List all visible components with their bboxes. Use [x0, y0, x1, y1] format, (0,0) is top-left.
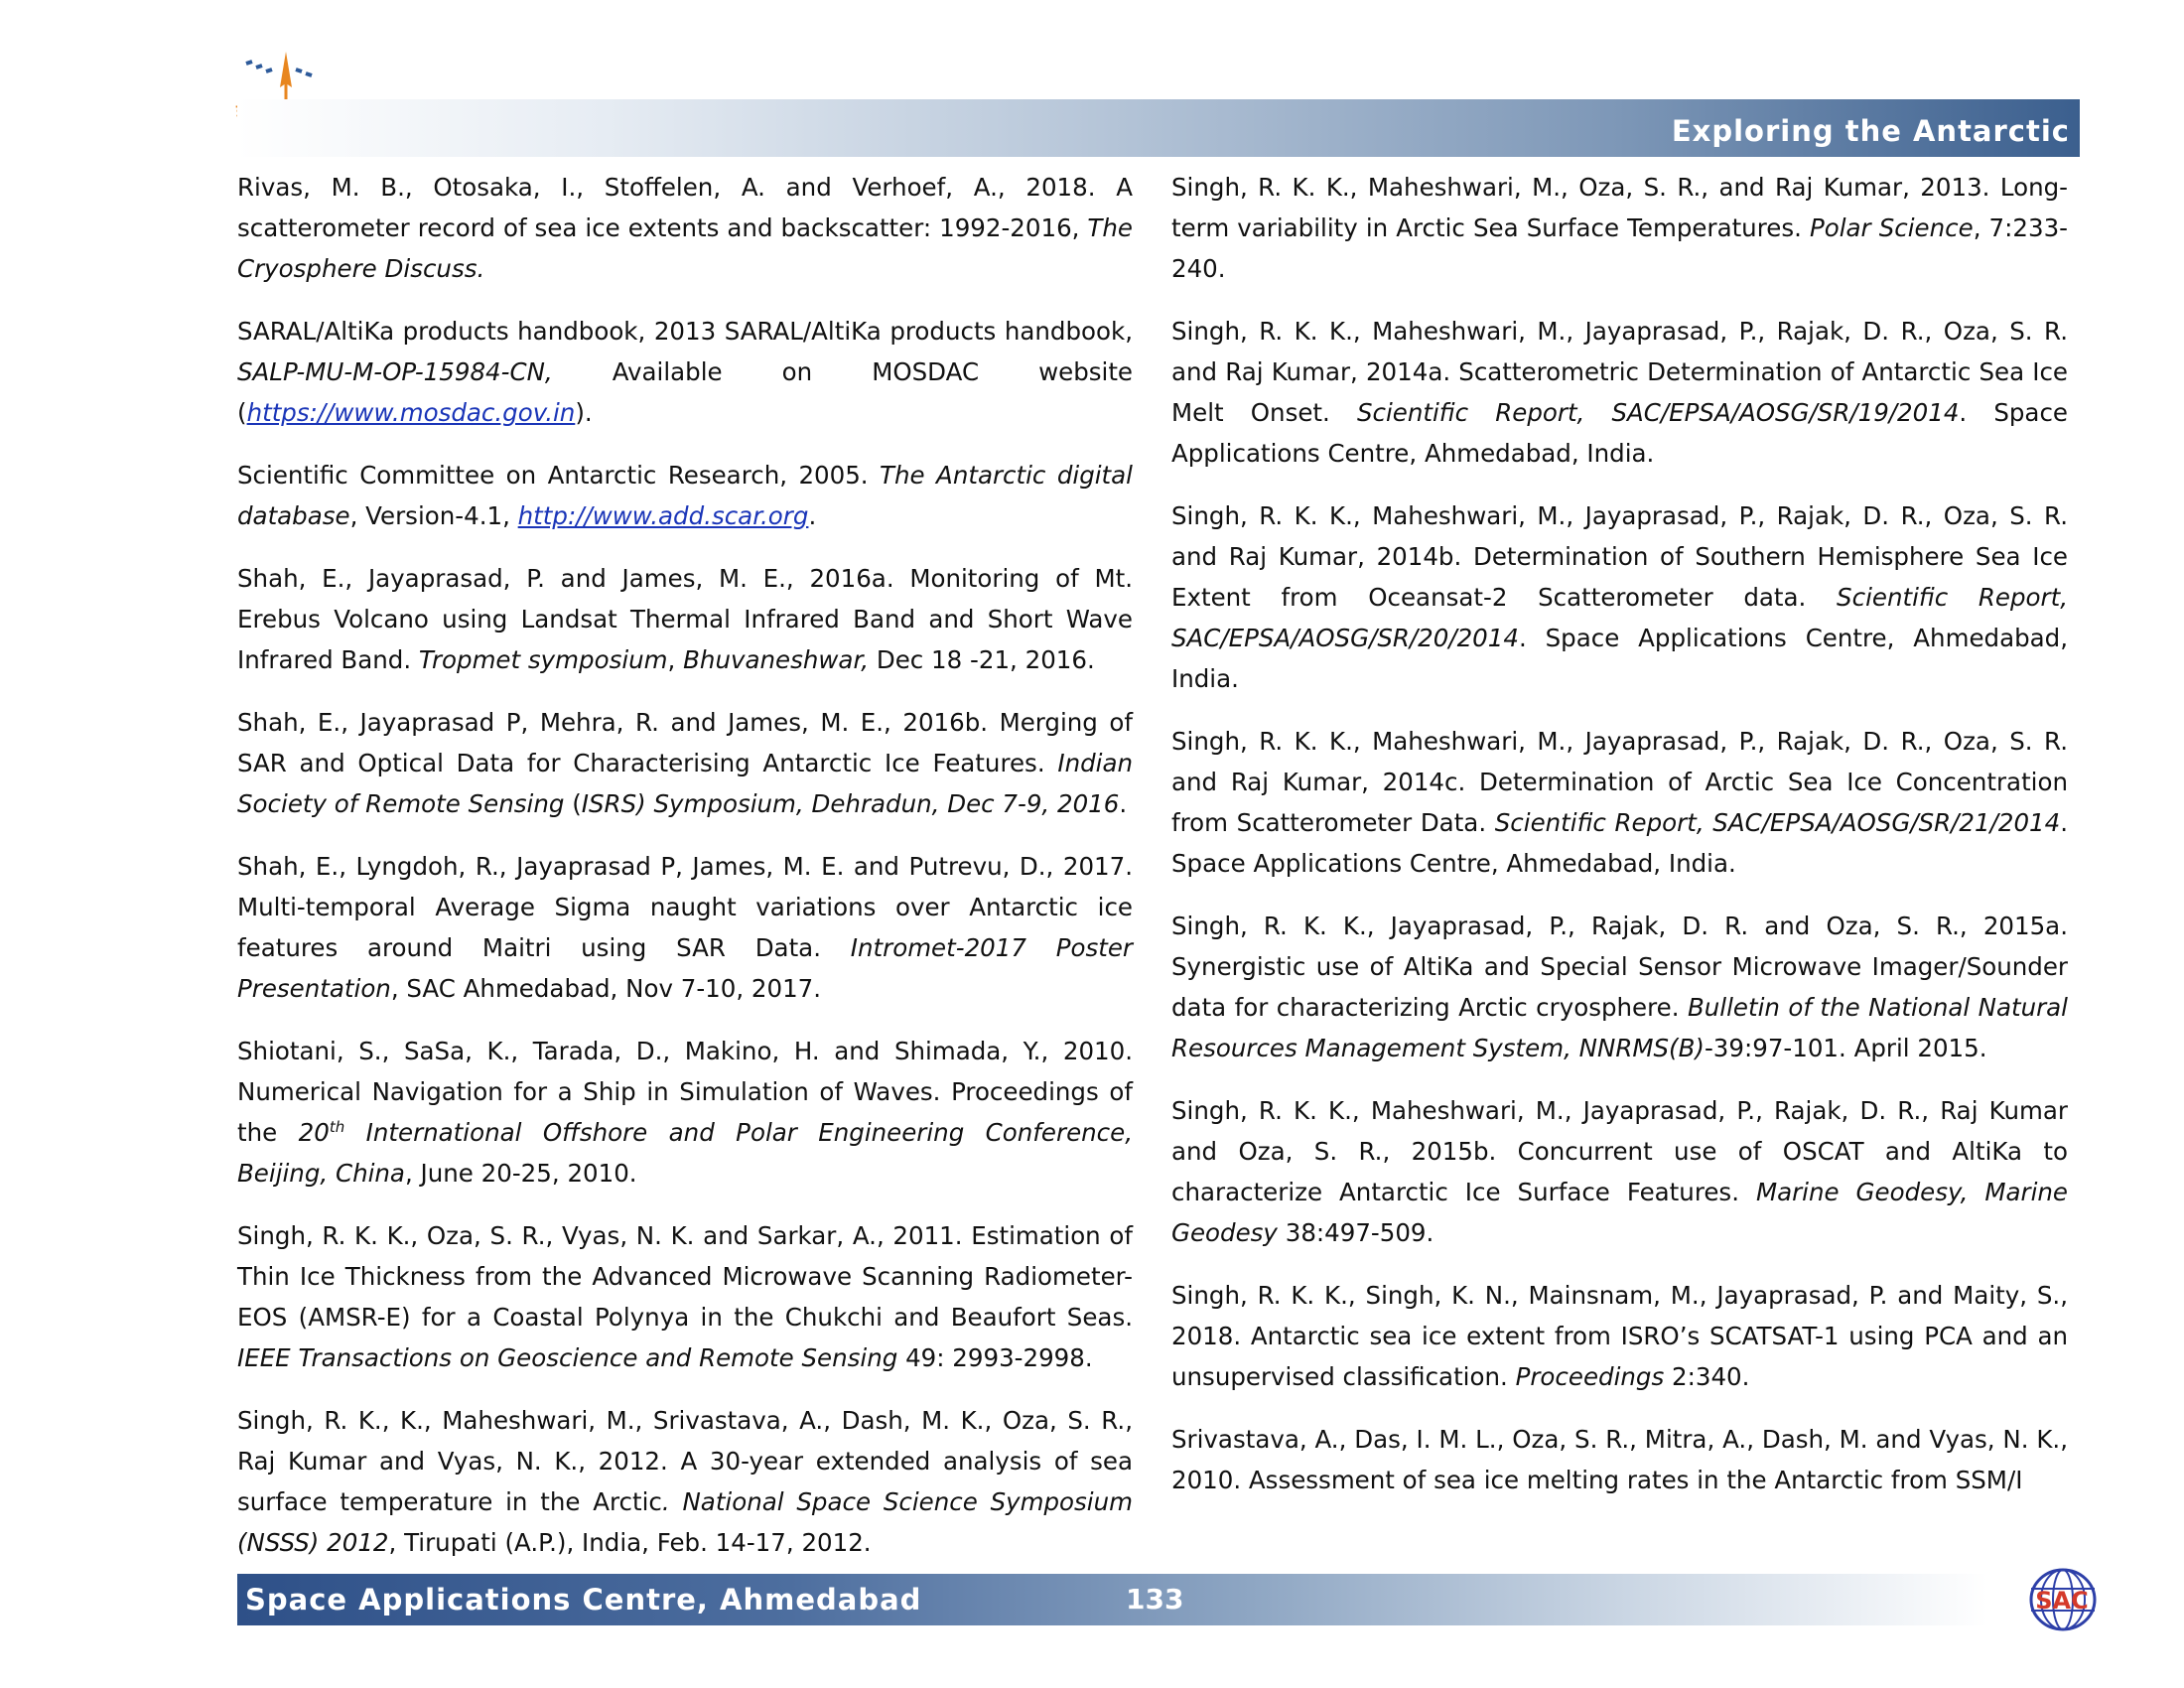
ref-journal: Proceedings [1515, 1362, 1665, 1391]
page-number: 133 [1126, 1583, 1184, 1616]
ref-journal: Bulletin of the National Natural Resources Management System, NNRMS(B) [1171, 993, 2068, 1062]
ref-text: ). [575, 398, 593, 427]
footer-organization: Space Applications Centre, Ahmedabad [245, 1583, 922, 1617]
reference-item [1171, 1090, 2068, 1253]
ref-journal: Marine Geodesy, Marine Geodesy [1171, 1178, 2068, 1247]
reference-item [237, 167, 1133, 289]
sac-globe-icon [2005, 1567, 2115, 1632]
ref-text: Singh, R. K. K., Singh, K. N., Mainsnam, M., Jayaprasad, P. and Maity, S., 2018. Antarctic sea ice extent from ISRO’s SCATSAT-1 using PCA and an unsupervised classification. [1171, 1281, 2068, 1391]
references-left-column [237, 167, 1133, 1585]
reference-item [237, 558, 1133, 680]
reference-item [1171, 906, 2068, 1068]
reference-item [1171, 1275, 2068, 1397]
ref-text: Singh, R. K. K., Oza, S. R., Vyas, N. K. and Sarkar, A., 2011. Estimation of Thin Ice Thickness from the Advanced Microwave Scanning Radiometer-EOS (AMSR-E) for a Coastal Polynya in the Chukchi and Beaufort Seas. [237, 1221, 1133, 1332]
ref-text: Shah, E., Jayaprasad, P. and James, M. E., 2016a. Monitoring of Mt. Erebus Volcano using Landsat Thermal Infrared Band and Short Wave Infrared Band. [237, 564, 1133, 674]
ref-venue: Intromet-2017 Poster Presentation [237, 933, 1133, 1003]
ref-journal: The Cryosphere Discuss. [237, 213, 1133, 283]
ref-venue: . National Space Science Symposium (NSSS) 2012 [237, 1487, 1134, 1557]
ref-text: 49: 2993-2998. [897, 1343, 1093, 1372]
reference-item [1171, 167, 2068, 289]
ref-text: -39:97-101. April 2015. [1704, 1034, 1987, 1062]
ref-doc-id: SALP-MU-M-OP-15984-CN, [237, 357, 553, 386]
ref-text: 2:340. [1664, 1362, 1750, 1391]
ref-report: Scientific Report, SAC/EPSA/AOSG/SR/19/2014 [1356, 398, 1960, 427]
reference-item [237, 311, 1133, 433]
rocket-icon [236, 48, 341, 107]
ref-text: , Tirupati (A.P.), India, Feb. 14-17, 2012. [388, 1528, 872, 1557]
ref-text: Shiotani, S., SaSa, K., Tarada, D., Makino, H. and Shimada, Y., 2010. Numerical Navigation for a Ship in Simulation of Waves. Proceedings of the [237, 1037, 1133, 1147]
reference-item [1171, 1419, 2068, 1500]
reference-item [237, 702, 1133, 824]
ref-report: Scientific Report, SAC/EPSA/AOSG/SR/21/2014 [1494, 808, 2061, 837]
ref-text: Singh, R. K. K., Maheshwari, M., Oza, S. R., and Raj Kumar, 2013. Long-term variability in Arctic Sea Surface Temperatures. [1171, 173, 2068, 242]
reference-item [1171, 495, 2068, 699]
ref-text: . [808, 501, 817, 530]
sac-logo-text: SAC [2035, 1587, 2089, 1615]
ref-text: Srivastava, A., Das, I. M. L., Oza, S. R., Mitra, A., Dash, M. and Vyas, N. K., 2010. Assessment of sea ice melting rates in the Antarctic from SSM/I [1171, 1425, 2068, 1494]
ref-superscript: th [329, 1117, 345, 1136]
ref-text: . [1119, 789, 1128, 818]
ref-report: Scientific Report, SAC/EPSA/AOSG/SR/20/2014 [1171, 583, 2068, 652]
ref-text: . Space Applications Centre, Ahmedabad, India. [1171, 808, 2068, 878]
ref-text: Singh, R. K. K., Maheshwari, M., Jayaprasad, P., Rajak, D. R., Raj Kumar and Oza, S. R., 2015b. Concurrent use of OSCAT and AltiKa to characterize Antarctic Ice Surface Features. [1171, 1096, 2068, 1206]
ref-venue: Indian Society of Remote Sensing [237, 749, 1133, 818]
ref-journal: IEEE Transactions on Geoscience and Remote Sensing [237, 1343, 898, 1372]
ref-text: . Space Applications Centre, Ahmedabad, India. [1171, 624, 2068, 693]
ref-text: Singh, R. K., K., Maheshwari, M., Srivastava, A., Dash, M. K., Oza, S. R., Raj Kumar and Vyas, N. K., 2012. A 30-year extended analysis of sea surface temperature in the Arctic [237, 1406, 1133, 1516]
ref-text: Dec 18 -21, 2016. [869, 645, 1095, 674]
ref-venue: Tropmet symposium [418, 645, 668, 674]
references-right-column [1171, 167, 2068, 1522]
sac-logo [2005, 1567, 2115, 1632]
header-band [237, 99, 2080, 157]
reference-item [237, 455, 1133, 536]
ref-text: Shah, E., Lyngdoh, R., Jayaprasad P, James, M. E. and Putrevu, D., 2017. Multi-temporal Average Sigma naught variations over Antarctic ice features around Maitri using SAR Data. [237, 852, 1133, 962]
reference-item [237, 846, 1133, 1009]
ref-text: 38:497-509. [1277, 1218, 1434, 1247]
ref-text: Singh, R. K. K., Jayaprasad, P., Rajak, D. R. and Oza, S. R., 2015a. Synergistic use of AltiKa and Special Sensor Microwave Imager/Sounder data for characterizing Arctic cryosphere. [1171, 912, 2068, 1022]
reference-item [237, 1215, 1133, 1378]
ref-text: Singh, R. K. K., Maheshwari, M., Jayaprasad, P., Rajak, D. R., Oza, S. R. and Raj Kumar, 2014c. Determination of Arctic Sea Ice Concentration from Scatterometer Data. [1171, 727, 2068, 837]
ref-location: Bhuvaneshwar, [683, 645, 870, 674]
page-title: Exploring the Antarctic [1671, 114, 2070, 148]
ref-title: The Antarctic digital database [237, 461, 1133, 530]
ref-text: SARAL/AltiKa products handbook, 2013 SARAL/AltiKa products handbook, [237, 317, 1133, 346]
reference-item [237, 1031, 1133, 1194]
ref-text: Singh, R. K. K., Maheshwari, M., Jayaprasad, P., Rajak, D. R., Oza, S. R. and Raj Kumar, 2014b. Determination of Southern Hemisphere Sea Ice Extent from Oceansat-2 Scatterometer data. [1171, 501, 2068, 612]
ref-text: Shah, E., Jayaprasad P, Mehra, R. and James, M. E., 2016b. Merging of SAR and Optical Data for Characterising Antarctic Ice Features. [237, 708, 1133, 777]
ref-text: , 7:233-240. [1171, 213, 2069, 283]
ref-text: Rivas, M. B., Otosaka, I., Stoffelen, A. and Verhoef, A., 2018. A scatterometer record of sea ice extents and backscatter: 1992-2016, [237, 173, 1133, 242]
ref-venue: ISRS) Symposium, Dehradun, Dec 7-9, 2016 [581, 789, 1120, 818]
ref-text: Available on MOSDAC website ( [237, 357, 1133, 427]
ref-journal: Polar Science [1809, 213, 1974, 242]
ref-venue: 20 [298, 1118, 330, 1147]
ref-text: . Space Applications Centre, Ahmedabad, India. [1171, 398, 2068, 468]
mosdac-link[interactable]: https://www.mosdac.gov.in [246, 398, 576, 427]
reference-item [1171, 311, 2068, 474]
ref-text: , June 20-25, 2010. [404, 1159, 637, 1188]
reference-item [1171, 721, 2068, 884]
ref-text: , SAC Ahmedabad, Nov 7-10, 2017. [390, 974, 822, 1003]
ref-venue: International Offshore and Polar Engineering Conference, Beijing, China [237, 1118, 1134, 1188]
ref-text: , Version-4.1, [349, 501, 518, 530]
ref-text: Singh, R. K. K., Maheshwari, M., Jayaprasad, P., Rajak, D. R., Oza, S. R. and Raj Kumar, 2014a. Scatterometric Determination of Antarctic Sea Ice Melt Onset. [1171, 317, 2068, 427]
ref-text: Scientific Committee on Antarctic Research, 2005. [237, 461, 881, 490]
footer-band [237, 1574, 2080, 1625]
reference-item [237, 1400, 1133, 1563]
ref-text: , [667, 645, 684, 674]
ref-text: ( [564, 789, 582, 818]
scar-link[interactable]: http://www.add.scar.org [517, 501, 809, 530]
